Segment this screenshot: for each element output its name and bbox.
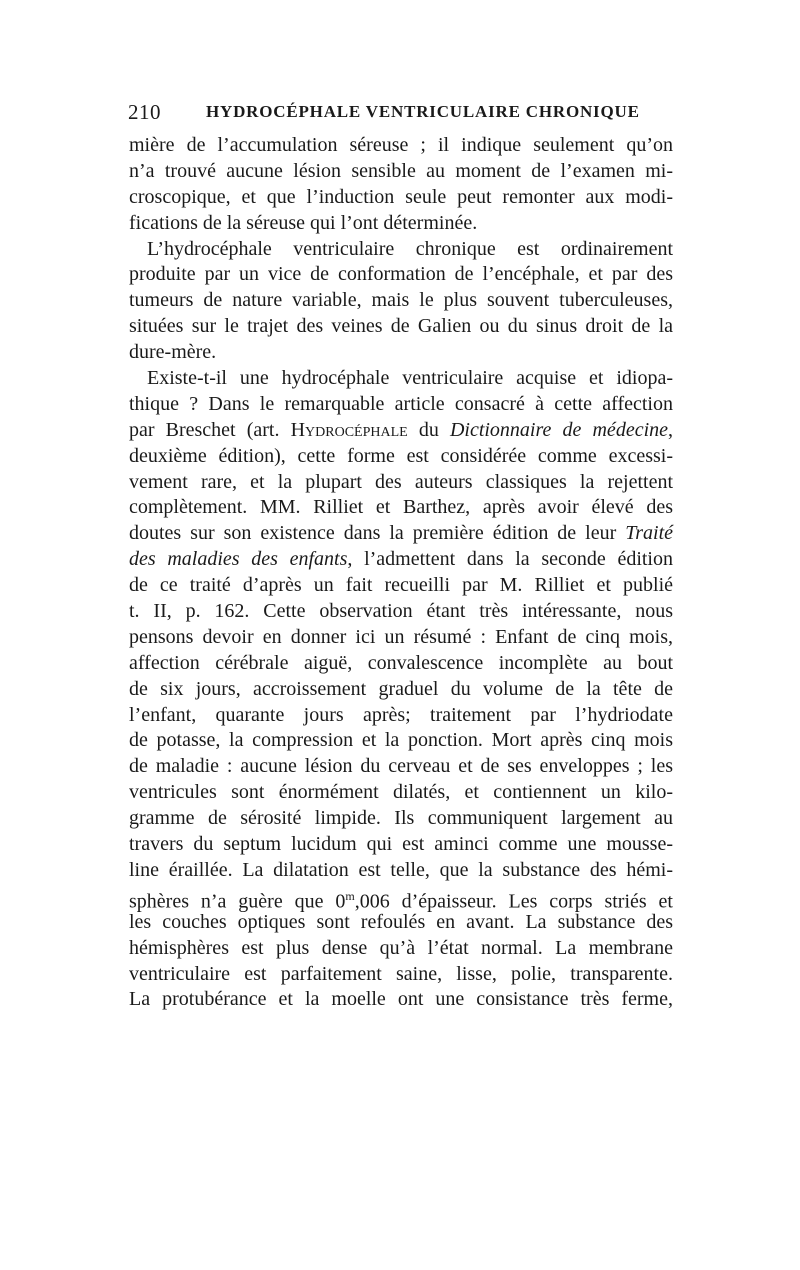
text-run: ,006 d’épaisseur. Les corps striés et	[354, 890, 673, 913]
text-run: doutes sur son existence dans la première édition de leur	[129, 522, 626, 545]
text-line: pensons devoir en donner ici un résumé : Enfant de cinq mois,	[129, 625, 673, 648]
text-line: situées sur le trajet des veines de Galien ou du sinus droit de la	[129, 315, 673, 338]
text-run-italic: Traité	[625, 522, 673, 545]
text-line	[129, 521, 673, 547]
text-line: fications de la séreuse qui l’ont déterminée.	[129, 211, 478, 234]
text-line: l’enfant, quarante jours après; traitement par l’hydriodate	[129, 703, 673, 726]
text-line: deuxième édition), cette forme est considérée comme excessi-	[129, 444, 673, 467]
text-line: complètement. MM. Rilliet et Barthez, après avoir élevé des	[129, 496, 673, 519]
text-line: dure-mère.	[129, 341, 217, 364]
text-line: mière de l’accumulation séreuse ; il indique seulement qu’on	[129, 134, 673, 156]
text-line: vement rare, et la plupart des auteurs classiques la rejettent	[129, 470, 673, 493]
text-line: produite par un vice de conformation de l’encéphale, et par des	[129, 263, 673, 286]
text-line: affection cérébrale aiguë, convalescence incomplète au bout	[129, 651, 673, 674]
text-line	[129, 418, 673, 444]
text-line: L’hydrocéphale ventriculaire chronique est ordinairement	[147, 237, 673, 260]
text-line: hémisphères est plus dense qu’à l’état normal. La membrane	[129, 936, 673, 959]
text-line: gramme de sérosité limpide. Ils communiquent largement au	[129, 807, 673, 830]
text-line: de potasse, la compression et la ponction. Mort après cinq mois	[129, 729, 673, 752]
text-run-superscript: m	[345, 888, 355, 903]
text-run-smallcaps: Hydrocéphale	[290, 418, 408, 441]
running-title: HYDROCÉPHALE VENTRICULAIRE CHRONIQUE	[206, 102, 640, 121]
text-line: n’a trouvé aucune lésion sensible au moment de l’examen mi-	[129, 159, 673, 182]
page-number: 210	[128, 100, 161, 124]
text-run-italic: des maladies des enfants	[129, 548, 348, 571]
text-line	[129, 884, 673, 913]
text-line: travers du septum lucidum qui est aminci comme une mousse-	[129, 833, 673, 856]
text-run: par Breschet (art.	[129, 418, 291, 441]
text-run-italic: Dictionnaire de médecine	[449, 418, 669, 441]
text-line: de ce traité d’après un fait recueilli par M. Rilliet et publié	[129, 574, 673, 597]
text-line: line éraillée. La dilatation est telle, que la substance des hémi-	[129, 858, 673, 881]
text-line: les couches optiques sont refoulés en avant. La substance des	[129, 910, 673, 933]
text-line: ventriculaire est parfaitement saine, lisse, polie, transparente.	[129, 962, 673, 985]
page-header	[128, 100, 688, 130]
text-line: Existe-t-il une hydrocéphale ventriculaire acquise et idiopa-	[147, 367, 673, 390]
text-run: du	[407, 418, 450, 441]
text-line: de six jours, accroissement graduel du volume de la tête de	[129, 677, 673, 700]
text-run: ,	[668, 418, 674, 441]
text-run: sphères n’a guère que 0	[129, 890, 346, 913]
text-line: La protubérance et la moelle ont une consistance très ferme,	[129, 988, 673, 1011]
text-line: t. II, p. 162. Cette observation étant très intéressante, nous	[129, 600, 673, 623]
text-line: ventricules sont énormément dilatés, et contiennent un kilo-	[129, 781, 673, 804]
text-run: , l’admettent dans la seconde édition	[347, 548, 673, 571]
text-line: thique ? Dans le remarquable article consacré à cette affection	[129, 392, 673, 415]
body-text	[129, 133, 673, 1013]
text-line	[129, 547, 673, 573]
text-line: de maladie : aucune lésion du cerveau et de ses enveloppes ; les	[129, 755, 673, 778]
text-line: tumeurs de nature variable, mais le plus souvent tuberculeuses,	[129, 289, 673, 312]
text-line: croscopique, et que l’induction seule peut remonter aux modi-	[129, 185, 673, 208]
